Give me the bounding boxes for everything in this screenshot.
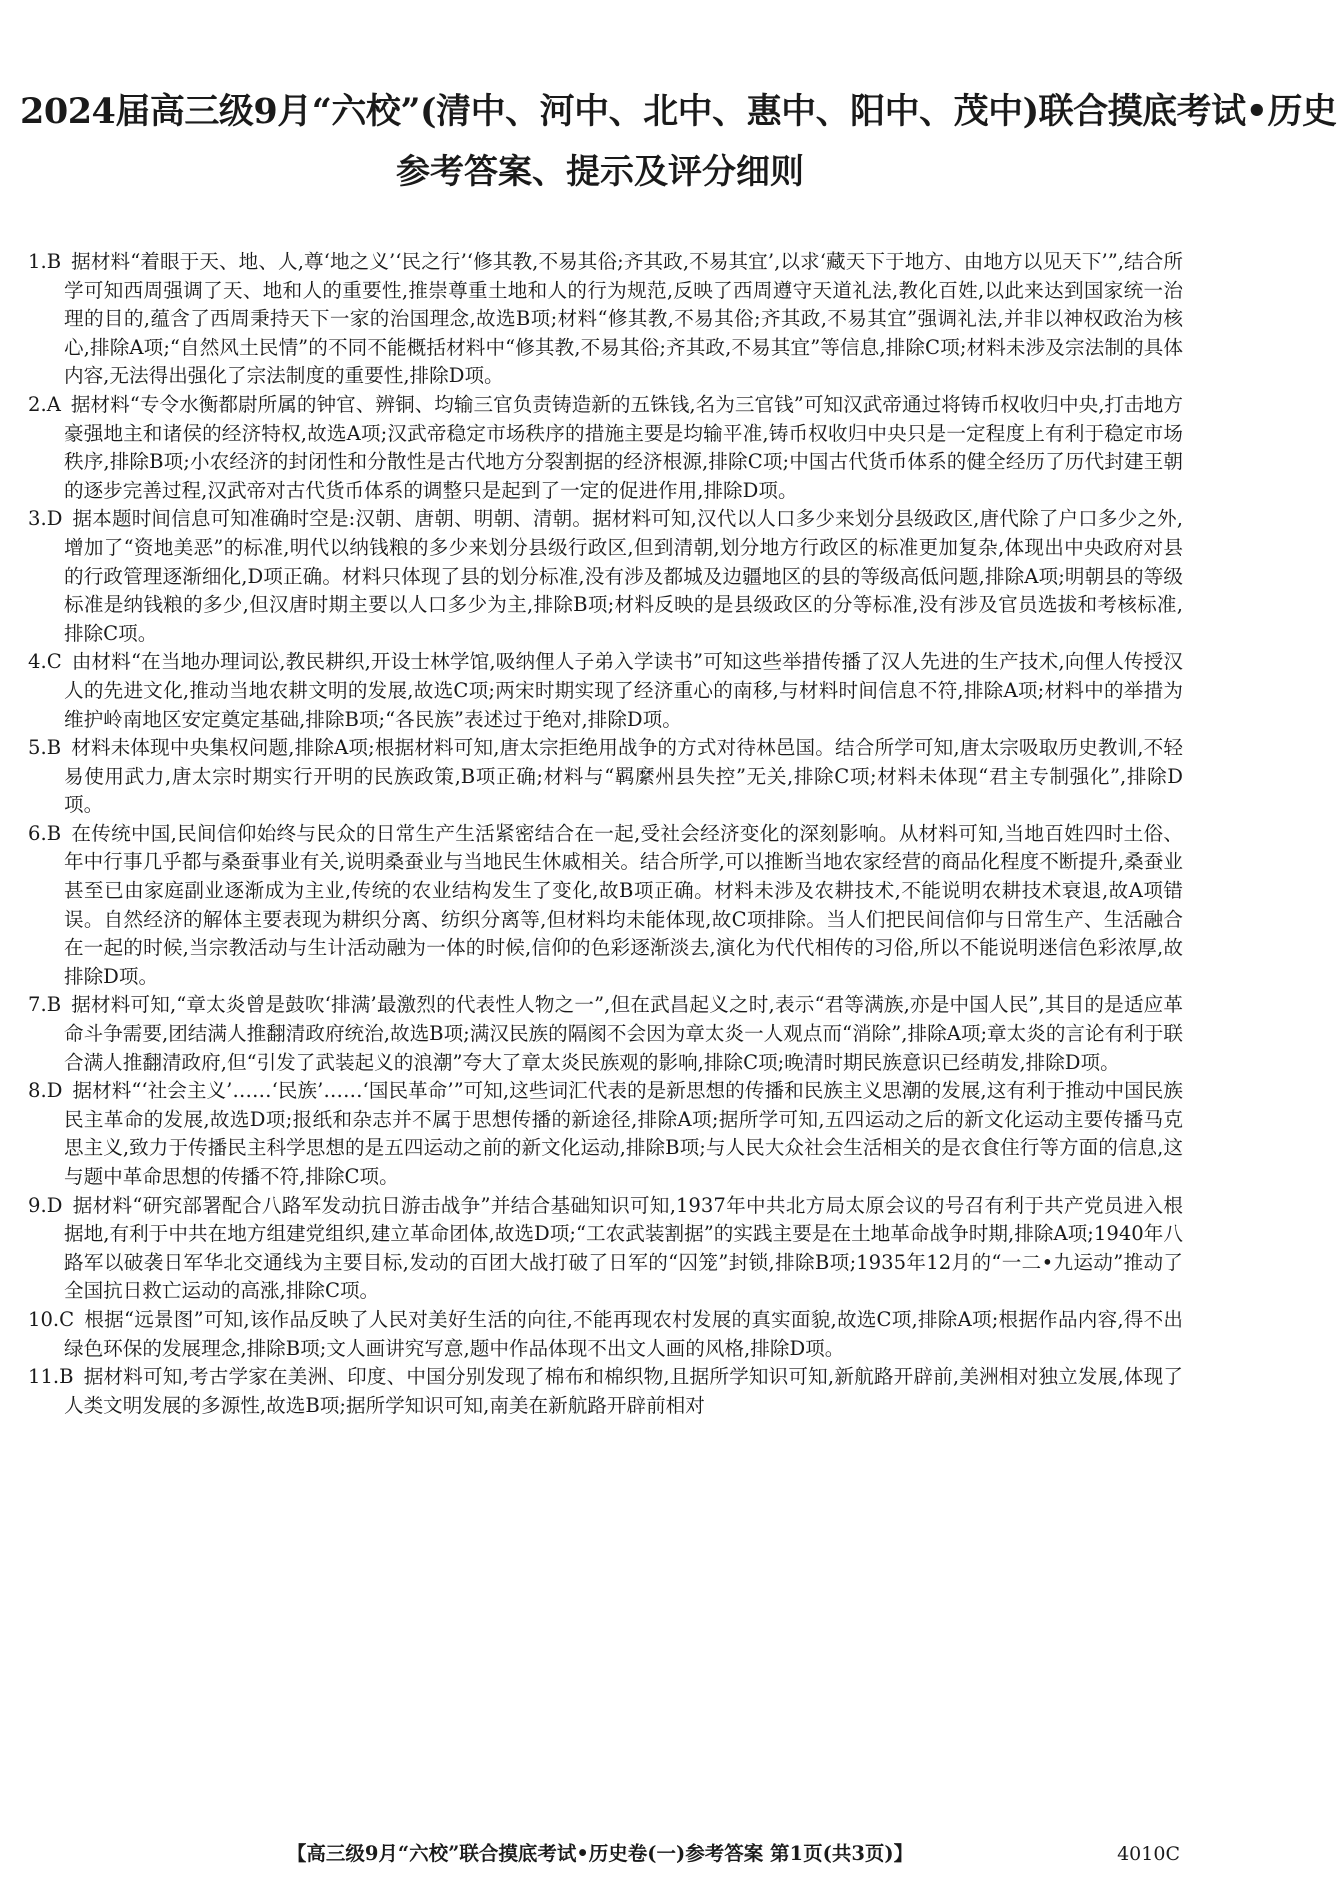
answer-number: 10.C [28, 1307, 75, 1331]
answer-explanation: 据材料可知,“章太炎曾是鼓吹‘排满’最激烈的代表性人物之一”,但在武昌起义之时,表示“君等满族,亦是中国人民”,其目的是适应革命斗争需要,团结满人推翻清政府统治,故选B项;满汉民族的隔阂不会因为章太炎一人观点而“消除”,排除A项;章太炎的言论有利于联合满人推翻清政府,但“引发了武装起义的浪潮”夸大了章太炎民族观的影响,排除C项;晚清时期民族意识已经萌发,排除D项。 [64, 993, 1183, 1074]
answer-number: 6.B [28, 821, 62, 845]
answer-item [28, 820, 1183, 992]
answer-item [28, 734, 1183, 820]
answer-explanation: 根据“远景图”可知,该作品反映了人民对美好生活的向往,不能再现农村发展的真实面貌,故选C项,排除A项;根据作品内容,得不出绿色环保的发展理念,排除B项;文人画讲究写意,题中作品体现不出文人画的风格,排除D项。 [64, 1307, 1183, 1360]
answer-item [28, 391, 1183, 505]
answer-explanation: 据材料“专令水衡都尉所属的钟官、辨铜、均输三官负责铸造新的五铢钱,名为三官钱”可知汉武帝通过将铸币权收归中央,打击地方豪强地主和诸侯的经济特权,故选A项;汉武帝稳定市场秩序的措施主要是均输平准,铸币权收归中央只是一定程度上有利于稳定市场秩序,排除B项;小农经济的封闭性和分散性是古代地方分裂割据的经济根源,排除C项;中国古代货币体系的健全经历了历代封建王朝的逐步完善过程,汉武帝对古代货币体系的调整只是起到了一定的促进作用,排除D项。 [64, 392, 1183, 502]
answer-number: 3.D [28, 507, 63, 531]
document-code: 4010C [1117, 1843, 1180, 1865]
answer-explanation: 材料未体现中央集权问题,排除A项;根据材料可知,唐太宗拒绝用战争的方式对待林邑国。结合所学可知,唐太宗吸取历史教训,不轻易使用武力,唐太宗时期实行开明的民族政策,B项正确;材料与“羁縻州县失控”无关,排除C项;材料未体现“君主专制强化”,排除D项。 [64, 736, 1183, 817]
answer-item [28, 248, 1183, 391]
answer-explanation: 据材料“‘社会主义’……‘民族’……‘国民革命’”可知,这些词汇代表的是新思想的传播和民族主义思潮的发展,这有利于推动中国民族民主革命的发展,故选D项;报纸和杂志并不属于思想传播的新途径,排除A项;据所学可知,五四运动之后的新文化运动主要传播马克思主义,致力于传播民主科学思想的是五四运动之前的新文化运动,排除B项;与人民大众社会生活相关的是衣食住行等方面的信息,这与题中革命思想的传播不符,排除C项。 [64, 1079, 1183, 1188]
answer-item [28, 505, 1183, 648]
answer-explanation: 由材料“在当地办理词讼,教民耕织,开设士林学馆,吸纳俚人子弟入学读书”可知这些举措传播了汉人先进的生产技术,向俚人传授汉人的先进文化,推动当地农耕文明的发展,故选C项;两宋时期实现了经济重心的南移,与材料时间信息不符,排除A项;材料中的举措为维护岭南地区安定奠定基础,排除B项;“各民族”表述过于绝对,排除D项。 [64, 650, 1183, 731]
answer-list [28, 248, 1183, 1420]
answer-explanation: 在传统中国,民间信仰始终与民众的日常生产生活紧密结合在一起,受社会经济变化的深刻影响。从材料可知,当地百姓四时土俗、年中行事几乎都与桑蚕事业有关,说明桑蚕业与当地民生休戚相关。结合所学,可以推断当地农家经营的商品化程度不断提升,桑蚕业甚至已由家庭副业逐渐成为主业,传统的农业结构发生了变化,故B项正确。材料未涉及农耕技术,不能说明农耕技术衰退,故A项错误。自然经济的解体主要表现为耕织分离、纺织分离等,但材料均未能体现,故C项排除。当人们把民间信仰与日常生产、生活融合在一起的时候,当宗教活动与生计活动融为一体的时候,信仰的色彩逐渐淡去,演化为代代相传的习俗,所以不能说明迷信色彩浓厚,故排除D项。 [64, 821, 1183, 988]
answer-item [28, 1363, 1183, 1420]
answer-item [28, 648, 1183, 734]
answer-item [28, 1306, 1183, 1363]
answer-number: 8.D [28, 1079, 63, 1103]
answer-number: 1.B [28, 250, 62, 273]
page-title: 2024届高三级9月“六校”(清中、河中、北中、惠中、阳中、茂中)联合摸底考试•历史 [20, 91, 1337, 132]
answer-number: 4.C [28, 650, 62, 674]
answer-item [28, 991, 1183, 1077]
answer-explanation: 据材料可知,考古学家在美洲、印度、中国分别发现了棉布和棉织物,且据所学知识可知,新航路开辟前,美洲相对独立发展,体现了人类文明发展的多源性,故选B项;据所学知识可知,南美在新航路开辟前相对 [64, 1365, 1183, 1417]
answer-number: 7.B [28, 993, 62, 1017]
footer-text: 【高三级9月“六校”联合摸底考试•历史卷(一)参考答案 第1页(共3页)】 [286, 1842, 914, 1865]
answer-explanation: 据材料“研究部署配合八路军发动抗日游击战争”并结合基础知识可知,1937年中共北方局太原会议的号召有利于共产党员进入根据地,有利于中共在地方组建党组织,建立革命团体,故选D项;“工农武装割据”的实践主要是在土地革命战争时期,排除A项;1940年八路军以破袭日军华北交通线为主要目标,发动的百团大战打破了日军的“囚笼”封锁,排除B项;1935年12月的“一二•九运动”推动了全国抗日救亡运动的高涨,排除C项。 [64, 1193, 1183, 1303]
answer-number: 5.B [28, 736, 62, 760]
answer-number: 11.B [28, 1365, 74, 1389]
answer-explanation: 据本题时间信息可知准确时空是:汉朝、唐朝、明朝、清朝。据材料可知,汉代以人口多少来划分县级政区,唐代除了户口多少之外,增加了“资地美恶”的标准,明代以纳钱粮的多少来划分县级行政区,但到清朝,划分地方行政区的标准更加复杂,体现出中央政府对县的行政管理逐渐细化,D项正确。材料只体现了县的划分标准,没有涉及都城及边疆地区的县的等级高低问题,排除A项;明朝县的等级标准是纳钱粮的多少,但汉唐时期主要以人口多少为主,排除B项;材料反映的是县级政区的分等标准,没有涉及官员选拔和考核标准,排除C项。 [64, 507, 1183, 645]
answer-explanation: 据材料“着眼于天、地、人,尊‘地之义’‘民之行’‘修其教,不易其俗;齐其政,不易其宜’,以求‘藏天下于地方、由地方以见天下’”,结合所学可知西周强调了天、地和人的重要性,推崇尊重土地和人的行为规范,反映了西周遵守天道礼法,教化百姓,以此来达到国家统一治理的目的,蕴含了西周秉持天下一家的治国理念,故选B项;材料“修其教,不易其俗;齐其政,不易其宜”强调礼法,并非以神权政治为核心,排除A项;“自然风土民情”的不同不能概括材料中“修其教,不易其俗;齐其政,不易其宜”等信息,排除C项;材料未涉及宗法制的具体内容,无法得出强化了宗法制度的重要性,排除D项。 [64, 250, 1183, 388]
page-subtitle: 参考答案、提示及评分细则 [396, 152, 804, 192]
answer-number: 2.A [28, 392, 61, 416]
answer-number: 9.D [28, 1193, 63, 1217]
page-footer [0, 1838, 1200, 1870]
answer-item [28, 1192, 1183, 1306]
answer-item [28, 1077, 1183, 1191]
